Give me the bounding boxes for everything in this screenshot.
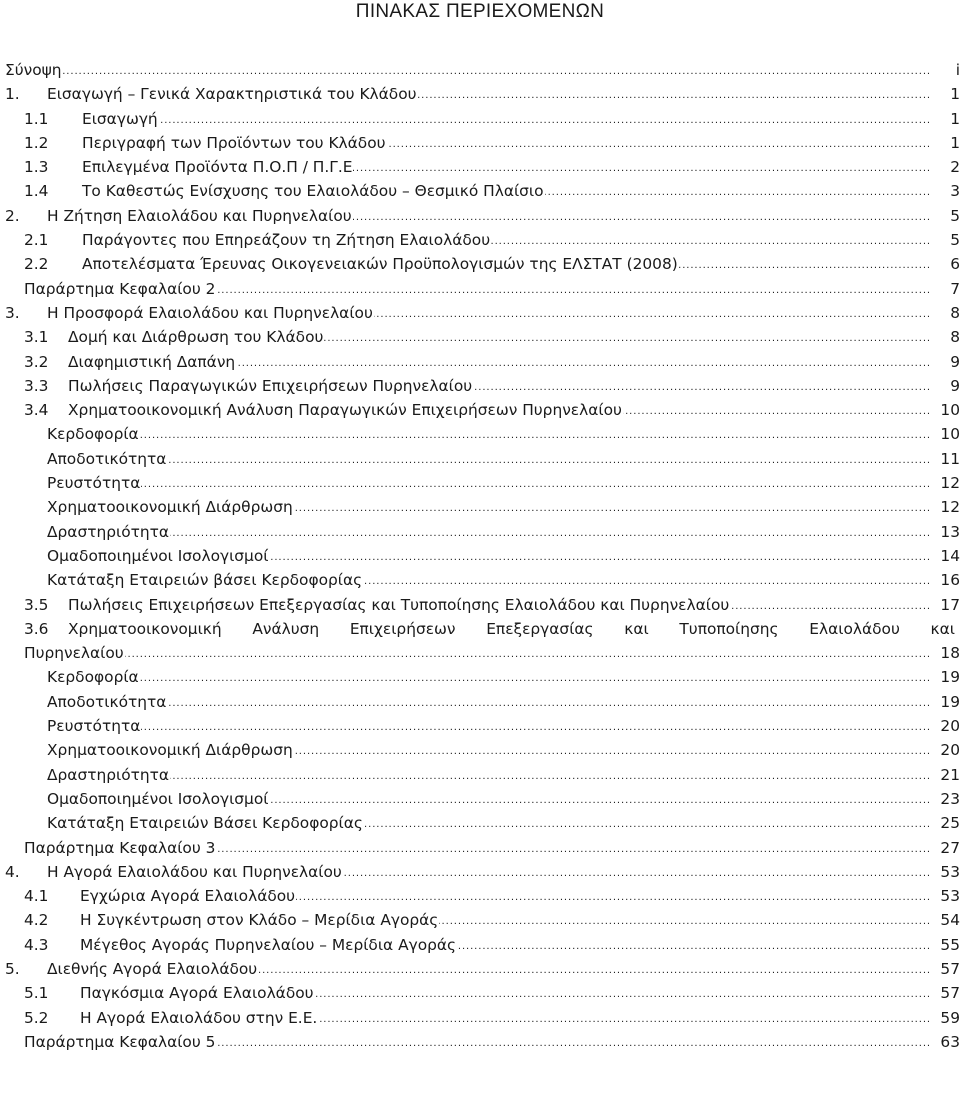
toc-entry-title: Η Αγορά Ελαιολάδου στην Ε.Ε.: [80, 1006, 318, 1030]
toc-entry-title: Περιγραφή των Προϊόντων του Κλάδου: [82, 131, 387, 155]
toc-entry-title: Η Ζήτηση Ελαιολάδου και Πυρηνελαίου: [47, 204, 353, 228]
toc-entry-page: 21: [931, 763, 960, 787]
toc-entry[interactable]: [0, 374, 960, 398]
toc-entry-page: 9: [931, 350, 960, 374]
toc-entry-title: Χρηματοοικονομική Ανάλυση Παραγωγικών Επιχειρήσεων Πυρηνελαίου: [68, 398, 623, 422]
toc-entry[interactable]: [0, 593, 960, 617]
toc-entry-title: Δραστηριότητα: [47, 520, 170, 544]
toc-entry-number: 3.1: [24, 328, 49, 347]
toc-entry[interactable]: [0, 884, 960, 908]
toc-entry[interactable]: [0, 763, 960, 787]
toc-entry[interactable]: [0, 301, 960, 325]
toc-entry-title: Παράρτημα Κεφαλαίου 3: [24, 836, 216, 860]
toc-entry[interactable]: [0, 908, 960, 932]
dot-leader: [82, 107, 931, 131]
toc-entry-page: 1: [931, 82, 960, 106]
toc-entry-page: 2: [931, 155, 960, 179]
toc-entry-page: 27: [931, 836, 960, 860]
toc-entry[interactable]: [0, 58, 960, 82]
toc-entry[interactable]: [0, 690, 960, 714]
toc-entry-title: Κατάταξη Εταιρειών βάσει Κερδοφορίας: [47, 568, 363, 592]
toc-entry[interactable]: [0, 82, 960, 106]
toc-entry[interactable]: [0, 787, 960, 811]
toc-entry-page: 5: [931, 204, 960, 228]
dot-leader: [24, 641, 931, 665]
toc-entry-title: Παράρτημα Κεφαλαίου 5: [24, 1030, 216, 1054]
toc-entry-number: 4.3: [24, 935, 49, 954]
toc-entry-title: Χρηματοοικονομική Διάρθρωση: [47, 738, 294, 762]
toc-entry-page: 53: [931, 884, 960, 908]
toc-entry-number: 2.1: [24, 231, 49, 250]
toc-entry[interactable]: [0, 447, 960, 471]
toc-entry-title: Δραστηριότητα: [47, 763, 170, 787]
toc-entry[interactable]: [0, 495, 960, 519]
toc-entry-number: 2.2: [24, 255, 49, 274]
toc-entry[interactable]: [0, 568, 960, 592]
toc-entry-number: 1.3: [24, 158, 49, 177]
toc-entry-number: 1.: [5, 85, 20, 104]
toc-entry-title: Πωλήσεις Παραγωγικών Επιχειρήσεων Πυρηνελαίου: [68, 374, 473, 398]
toc-entry[interactable]: [0, 131, 960, 155]
toc-entry[interactable]: [0, 204, 960, 228]
toc-entry-page: 12: [931, 471, 960, 495]
toc-entry-number: 1.2: [24, 133, 49, 152]
toc-entry-title: Εισαγωγή – Γενικά Χαρακτηριστικά του Κλάδου: [47, 82, 418, 106]
toc-entry-title: Παράγοντες που Επηρεάζουν τη Ζήτηση Ελαιολάδου: [82, 228, 491, 252]
toc-entry-page: 53: [931, 860, 960, 884]
toc-entry-page: 7: [931, 277, 960, 301]
toc-entry-number: 3.2: [24, 352, 49, 371]
toc-entry-page: 63: [931, 1030, 960, 1054]
toc-entry-title: Δομή και Διάρθρωση του Κλάδου: [68, 325, 324, 349]
toc-entry-number: 4.1: [24, 887, 49, 906]
toc-entry[interactable]: [0, 471, 960, 495]
toc-entry[interactable]: [0, 179, 960, 203]
toc-entry-number: 2.: [5, 206, 20, 225]
toc-entry[interactable]: [0, 107, 960, 131]
toc-entry-page: 54: [931, 908, 960, 932]
toc-entry-number: 4.2: [24, 911, 49, 930]
toc-entry-page: 55: [931, 933, 960, 957]
toc-entry[interactable]: [0, 544, 960, 568]
toc-entry-number: 1.1: [24, 109, 49, 128]
toc-entry-title: Κερδοφορία: [47, 665, 140, 689]
toc-entry-title: Πυρηνελαίου: [24, 641, 125, 665]
toc-entry-page: 1: [931, 107, 960, 131]
toc-entry-title: Η Αγορά Ελαιολάδου και Πυρηνελαίου: [47, 860, 343, 884]
toc-entry-title: Εισαγωγή: [82, 107, 159, 131]
toc-entry[interactable]: [0, 811, 960, 835]
toc-entry-page: 59: [931, 1006, 960, 1030]
toc-entry-page: 19: [931, 690, 960, 714]
toc-entry-title: Το Καθεστώς Ενίσχυσης του Ελαιολάδου – Θεσμικό Πλαίσιο: [82, 179, 545, 203]
dot-leader: [47, 690, 931, 714]
toc-entry-title: Σύνοψη: [5, 58, 63, 82]
toc-entry[interactable]: [0, 981, 960, 1005]
toc-entry-number: 3.6: [24, 619, 49, 638]
toc-entry-page: 19: [931, 665, 960, 689]
toc-entry-page: 16: [931, 568, 960, 592]
dot-leader: [47, 665, 931, 689]
toc-entry-page: 25: [931, 811, 960, 835]
dot-leader: [47, 471, 931, 495]
toc-entry[interactable]: [0, 617, 960, 641]
toc-entry-title: Διεθνής Αγορά Ελαιολάδου: [47, 957, 258, 981]
toc-entry-page: 10: [931, 398, 960, 422]
toc-entry-title: Πωλήσεις Επιχειρήσεων Επεξεργασίας και Τυποποίησης Ελαιολάδου και Πυρηνελαίου: [68, 593, 730, 617]
toc-entry-page: 13: [931, 520, 960, 544]
toc-entry-title: Αποδοτικότητα: [47, 447, 167, 471]
toc-entry-title: Ομαδοποιημένοι Ισολογισμοί: [47, 787, 269, 811]
toc-entry-page: i: [931, 58, 960, 82]
toc-entry[interactable]: [0, 252, 960, 276]
toc-entry-page: 3: [931, 179, 960, 203]
toc-entry-number: 4.: [5, 862, 20, 881]
toc-entry-title: Χρηματοοικονομική Ανάλυση Επιχειρήσεων Επεξεργασίας και Τυποποίησης Ελαιολάδου και: [68, 619, 955, 638]
toc-entry-title: Χρηματοοικονομική Διάρθρωση: [47, 495, 294, 519]
dot-leader: [5, 58, 931, 82]
toc-entry[interactable]: [0, 350, 960, 374]
toc-entry[interactable]: [0, 277, 960, 301]
toc-entry-page: 23: [931, 787, 960, 811]
toc-entry-title: Ομαδοποιημένοι Ισολογισμοί: [47, 544, 269, 568]
toc-entry-number: 5.1: [24, 984, 49, 1003]
toc-entry[interactable]: [0, 665, 960, 689]
toc-entry-title: Η Προσφορά Ελαιολάδου και Πυρηνελαίου: [47, 301, 374, 325]
toc-entry-title: Διαφημιστική Δαπάνη: [68, 350, 236, 374]
toc-entry-title: Αποτελέσματα Έρευνας Οικογενειακών Προϋπολογισμών της ΕΛΣΤΑΤ (2008): [82, 252, 679, 276]
toc-entry-page: 8: [931, 325, 960, 349]
toc-entry-page: 11: [931, 447, 960, 471]
toc-entry-page: 8: [931, 301, 960, 325]
toc-entry-title: Παγκόσμια Αγορά Ελαιολάδου: [80, 981, 315, 1005]
toc-entry-page: 10: [931, 422, 960, 446]
toc-entry-page: 57: [931, 981, 960, 1005]
toc-entry[interactable]: [0, 933, 960, 957]
toc-entry-page: 12: [931, 495, 960, 519]
table-of-contents: [0, 58, 960, 1054]
toc-entry[interactable]: [0, 1006, 960, 1030]
dot-leader: [47, 520, 931, 544]
toc-entry-number: 5.: [5, 959, 20, 978]
toc-entry-title: Επιλεγμένα Προϊόντα Π.Ο.Π / Π.Γ.Ε: [82, 155, 353, 179]
toc-entry-number: 3.5: [24, 595, 49, 614]
toc-entry-title: Παράρτημα Κεφαλαίου 2: [24, 277, 216, 301]
toc-entry-page: 20: [931, 738, 960, 762]
toc-entry[interactable]: [0, 714, 960, 738]
toc-entry[interactable]: [0, 860, 960, 884]
toc-entry[interactable]: [0, 836, 960, 860]
toc-entry-number: 3.: [5, 303, 20, 322]
toc-entry-title: Κατάταξη Εταιρειών Βάσει Κερδοφορίας: [47, 811, 364, 835]
toc-entry[interactable]: [0, 1030, 960, 1054]
toc-entry-title: Ρευστότητα: [47, 714, 141, 738]
toc-entry[interactable]: [0, 520, 960, 544]
toc-entry-page: 14: [931, 544, 960, 568]
toc-entry-page: 6: [931, 252, 960, 276]
toc-entry-page: 5: [931, 228, 960, 252]
dot-leader: [47, 447, 931, 471]
toc-entry[interactable]: [0, 422, 960, 446]
toc-entry-number: 5.2: [24, 1008, 49, 1027]
toc-entry[interactable]: [0, 325, 960, 349]
toc-entry-number: 3.4: [24, 401, 49, 420]
toc-entry-page: 17: [931, 593, 960, 617]
dot-leader: [47, 763, 931, 787]
toc-entry-number: 1.4: [24, 182, 49, 201]
toc-entry[interactable]: [0, 641, 960, 665]
dot-leader: [47, 714, 931, 738]
dot-leader: [47, 422, 931, 446]
toc-entry[interactable]: [0, 228, 960, 252]
toc-entry-page: 18: [931, 641, 960, 665]
toc-entry[interactable]: [0, 398, 960, 422]
toc-entry-title: Ρευστότητα: [47, 471, 141, 495]
toc-entry-page: 57: [931, 957, 960, 981]
toc-entry-title: Μέγεθος Αγοράς Πυρηνελαίου – Μερίδια Αγοράς: [80, 933, 457, 957]
page-title: ΠΙΝΑΚΑΣ ΠΕΡΙΕΧΟΜΕΝΩΝ: [355, 1, 605, 22]
toc-entry[interactable]: [0, 957, 960, 981]
toc-entry-title: Αποδοτικότητα: [47, 690, 167, 714]
toc-entry-page: 20: [931, 714, 960, 738]
toc-entry-page: 9: [931, 374, 960, 398]
toc-entry-title: Εγχώρια Αγορά Ελαιολάδου: [80, 884, 296, 908]
toc-entry[interactable]: [0, 155, 960, 179]
toc-entry-title: Κερδοφορία: [47, 422, 140, 446]
toc-entry-page: 1: [931, 131, 960, 155]
toc-entry-number: 3.3: [24, 376, 49, 395]
toc-entry[interactable]: [0, 738, 960, 762]
toc-entry-title: Η Συγκέντρωση στον Κλάδο – Μερίδια Αγοράς: [80, 908, 439, 932]
